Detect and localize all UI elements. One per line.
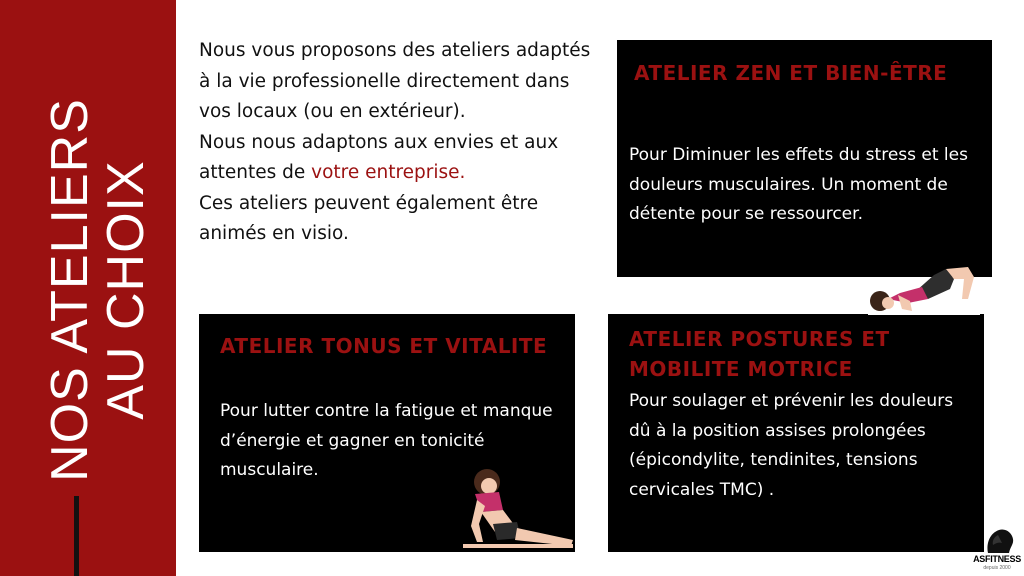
card-zen-body: Pour Diminuer les effets du stress et les douleurs musculaires. Un moment de détente pour se ressourcer. [629, 145, 968, 224]
bridge-pose-illustration [868, 265, 980, 317]
divider-bar [74, 496, 79, 576]
card-tonus-body: Pour lutter contre la fatigue et manque d’énergie et gagner en tonicité musculaire. [220, 401, 553, 480]
intro-part3: Ces ateliers peuvent également être animés en visio. [199, 192, 539, 244]
card-zen [617, 40, 992, 277]
card-postures-title: ATELIER POSTURES ET MOBILITE MOTRICE [629, 327, 890, 381]
logo-name: ASFITNESS [973, 554, 1021, 564]
card-postures [608, 314, 984, 552]
page-title [41, 50, 155, 530]
intro-part1: Nous vous proposons des ateliers adaptés à la vie professionelle directement dans vos locaux (ou en extérieur). [199, 40, 591, 122]
logo-tagline: depuis 2000 [983, 565, 1011, 571]
intro-highlight: votre entreprise. [311, 162, 466, 183]
sidebar [0, 0, 176, 576]
intro-text [199, 36, 594, 250]
page-title-line2: AU CHOIX [97, 160, 155, 420]
cobra-pose-illustration [455, 466, 575, 550]
card-postures-body: Pour soulager et prévenir les douleurs dû à la position assises prolongées (épicondylite, tendinites, tensions cervicales TMC) . [629, 391, 954, 500]
lion-logo-icon [972, 525, 1022, 555]
card-tonus-title: ATELIER TONUS ET VITALITE [220, 334, 548, 358]
intro-part2: Nous nous adaptons aux envies et aux attentes de [199, 131, 559, 183]
card-zen-title: ATELIER ZEN ET BIEN-ÊTRE [634, 61, 948, 85]
page-title-line1: NOS ATELIERS [41, 98, 99, 482]
brand-logo [972, 525, 1022, 575]
